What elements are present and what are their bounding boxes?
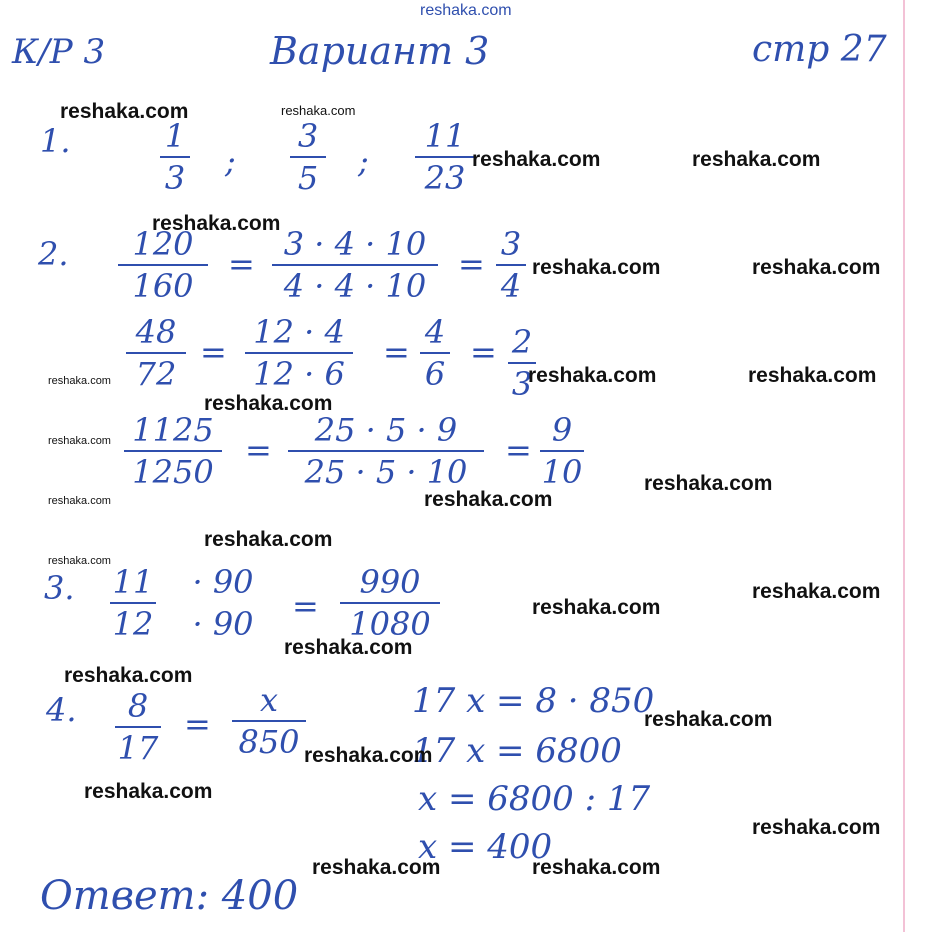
denominator: 23 [424, 159, 466, 197]
denominator: 17 [117, 729, 159, 767]
watermark: reshaka.com [48, 555, 111, 567]
watermark: reshaka.com [692, 148, 821, 171]
equals-sign: = [383, 333, 410, 371]
page-number: стр 27 [752, 29, 887, 70]
task2-line3-frac-c [540, 411, 584, 491]
denominator: 1080 [349, 605, 431, 643]
task2-line1-frac-a [118, 225, 208, 305]
denominator: 10 [541, 453, 583, 491]
watermark: reshaka.com [204, 392, 333, 415]
numerator: 1125 [132, 411, 214, 449]
watermark: reshaka.com [64, 664, 193, 687]
task3-frac-a [110, 563, 156, 643]
task3-number: 3. [44, 569, 75, 607]
numerator: 990 [359, 563, 421, 601]
watermark: reshaka.com [644, 472, 773, 495]
task2-number: 2. [38, 235, 69, 273]
task2-line2-frac-b [245, 313, 353, 393]
denominator: 12 · 6 [253, 355, 345, 393]
numerator: 11 [424, 117, 466, 155]
answer: Ответ: 400 [40, 873, 299, 919]
numerator: 48 [135, 313, 177, 351]
watermark: reshaka.com [748, 364, 877, 387]
numerator: 4 [424, 313, 446, 351]
watermark: reshaka.com [304, 744, 433, 767]
task2-line2-frac-c [420, 313, 450, 393]
variant-title: Вариант 3 [270, 29, 490, 73]
task3-multiplier [180, 563, 266, 643]
watermark: reshaka.com [528, 364, 657, 387]
equals-sign: = [458, 245, 485, 283]
numerator: 1 [164, 117, 186, 155]
numerator: 25 · 5 · 9 [314, 411, 458, 449]
task2-line2-frac-a [126, 313, 186, 393]
margin-line [903, 0, 905, 932]
task4-step-4: x = 400 [418, 827, 553, 867]
task1-number: 1. [40, 122, 71, 160]
task2-line3-frac-a [124, 411, 222, 491]
equals-sign: = [470, 333, 497, 371]
watermark: reshaka.com [312, 856, 441, 879]
watermark: reshaka.com [424, 488, 553, 511]
task4-step-2: 17 x = 6800 [412, 731, 622, 771]
denominator: 25 · 5 · 10 [304, 453, 468, 491]
equals-sign: = [505, 431, 532, 469]
denominator: 3 [511, 365, 533, 403]
watermark: reshaka.com [48, 375, 111, 387]
denominator: 1250 [132, 453, 214, 491]
watermark: reshaka.com [281, 103, 356, 118]
denominator: 3 [164, 159, 186, 197]
task1-fraction-1 [160, 117, 190, 197]
task3-result [340, 563, 440, 643]
numerator: 11 [112, 563, 154, 601]
numerator: · 90 [192, 563, 254, 601]
watermark: reshaka.com [532, 596, 661, 619]
denominator: 5 [297, 159, 319, 197]
watermark: reshaka.com [48, 435, 111, 447]
task2-line1-frac-b [272, 225, 438, 305]
watermark: reshaka.com [48, 495, 111, 507]
watermark: reshaka.com [152, 212, 281, 235]
separator: ; [358, 142, 369, 180]
watermark: reshaka.com [472, 148, 601, 171]
numerator: 120 [132, 225, 194, 263]
work-title: К/Р 3 [12, 32, 106, 72]
task1-fraction-2 [290, 117, 326, 197]
numerator: 12 · 4 [253, 313, 345, 351]
denominator: 6 [424, 355, 446, 393]
watermark: reshaka.com [532, 256, 661, 279]
watermark: reshaka.com [284, 636, 413, 659]
equals-sign: = [184, 705, 211, 743]
watermark: reshaka.com [60, 100, 189, 123]
task1-fraction-3 [415, 117, 475, 197]
denominator: · 90 [192, 605, 254, 643]
numerator: 8 [127, 687, 149, 725]
watermark: reshaka.com [644, 708, 773, 731]
watermark: reshaka.com [752, 816, 881, 839]
numerator: x [259, 681, 279, 719]
task2-line1-frac-c [496, 225, 526, 305]
task4-step-3: x = 6800 : 17 [418, 779, 651, 819]
equals-sign: = [245, 431, 272, 469]
numerator: 9 [551, 411, 573, 449]
watermark: reshaka.com [752, 580, 881, 603]
equals-sign: = [200, 333, 227, 371]
numerator: 3 · 4 · 10 [283, 225, 427, 263]
denominator: 72 [135, 355, 177, 393]
separator: ; [225, 142, 236, 180]
denominator: 850 [238, 723, 300, 761]
watermark: reshaka.com [84, 780, 213, 803]
denominator: 12 [112, 605, 154, 643]
task4-number: 4. [46, 691, 77, 729]
numerator: 2 [511, 323, 533, 361]
task4-step-1: 17 x = 8 · 850 [412, 681, 655, 721]
watermark: reshaka.com [752, 256, 881, 279]
task2-line2-frac-d [508, 323, 536, 403]
numerator: 3 [297, 117, 319, 155]
equals-sign: = [228, 245, 255, 283]
task4-frac-x [232, 681, 306, 761]
watermark: reshaka.com [204, 528, 333, 551]
denominator: 4 [500, 267, 522, 305]
equals-sign: = [292, 587, 319, 625]
denominator: 160 [132, 267, 194, 305]
task2-line3-frac-b [288, 411, 484, 491]
denominator: 4 · 4 · 10 [283, 267, 427, 305]
task4-frac-a [115, 687, 161, 767]
numerator: 3 [500, 225, 522, 263]
watermark-top: reshaka.com [420, 2, 512, 19]
watermark: reshaka.com [532, 856, 661, 879]
